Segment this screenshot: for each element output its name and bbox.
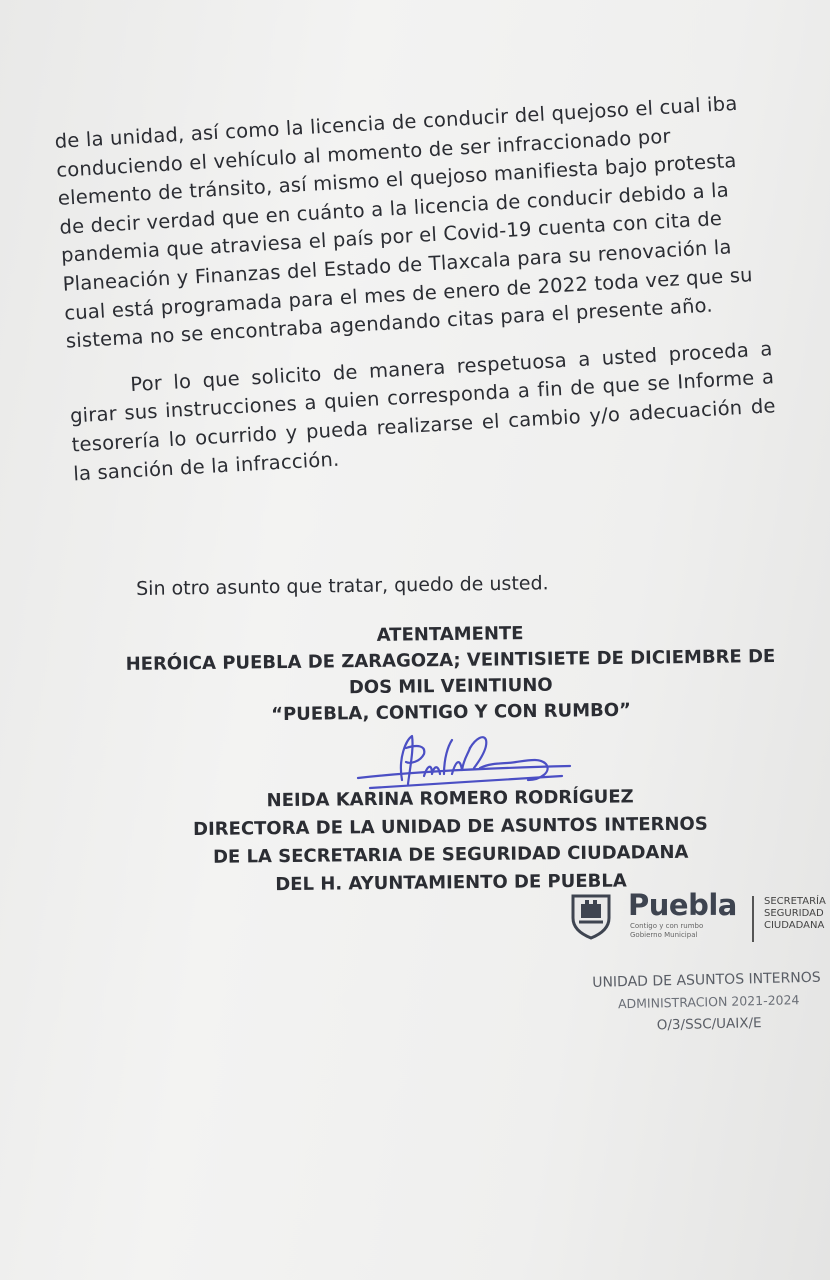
logo-divider — [752, 896, 754, 942]
department-line-1: SECRETARÍA — [764, 896, 826, 907]
stamp-line-1: UNIDAD DE ASUNTOS INTERNOS — [592, 969, 821, 991]
logo-tagline — [630, 922, 703, 940]
department-line-3: CIUDADANA — [764, 920, 825, 931]
date-year-line: DOS MIL VEINTIUNO — [348, 674, 553, 699]
letter-body — [54, 89, 778, 489]
signature-heading — [120, 618, 781, 730]
logo-tagline-1: Contigo y con rumbo — [630, 922, 704, 930]
puebla-wordmark: Puebla — [628, 888, 737, 922]
stamp-line-2: ADMINISTRACION 2021-2024 — [617, 992, 800, 1012]
stamp-line-3: O/3/SSC/UAIX/E — [656, 1015, 762, 1034]
place-date-line: HERÓICA PUEBLA DE ZARAGOZA; VEINTISIETE DE DICIEMBRE DE — [125, 645, 776, 675]
logo-tagline-2: Gobierno Municipal — [630, 931, 698, 939]
motto-line: “PUEBLA, CONTIGO Y CON RUMBO” — [271, 699, 632, 726]
department-line-2: SEGURIDAD — [764, 908, 824, 919]
municipal-seal-icon — [565, 888, 617, 940]
signer-name: NEIDA KARINA ROMERO RODRÍGUEZ — [266, 786, 634, 812]
body-paragraph-1: de la unidad, así como la licencia de conducir del quejoso el cual iba conduciendo el vehículo al momento de ser infraccionado por elemento de tránsito, así mismo el quejoso manifiesta bajo protesta de decir verdad que en cuánto a la licencia de conducir debido a la pandemia que atraviesa el país por el Covid-19 cuenta con cita de Planeación y Finanzas del Estado de Tlaxcala para su renovación la cual está programada para el mes de enero de 2022 toda vez que su sistema no se encontraba agendando citas para el presente año. — [54, 91, 754, 353]
department-label — [764, 896, 826, 932]
closing-line: Sin otro asunto que tratar, quedo de usted. — [136, 572, 549, 600]
signer-title-3: DEL H. AYUNTAMIENTO DE PUEBLA — [275, 870, 627, 896]
signer-title-2: DE LA SECRETARIA DE SEGURIDAD CIUDADANA — [212, 841, 689, 868]
body-paragraph-2: Por lo que solicito de manera respetuosa a usted proceda a girar sus instrucciones a quien corresponda a fin de que se Informe a tesorería lo ocurrido y pueda realizarse el cambio y/o adecuación de la sanción de la infracción. — [69, 337, 777, 485]
office-stamp — [586, 966, 830, 1038]
signer-block — [190, 783, 711, 900]
atentamente-line: ATENTAMENTE — [376, 623, 524, 646]
signer-title-1: DIRECTORA DE LA UNIDAD DE ASUNTOS INTERNOS — [192, 813, 708, 840]
